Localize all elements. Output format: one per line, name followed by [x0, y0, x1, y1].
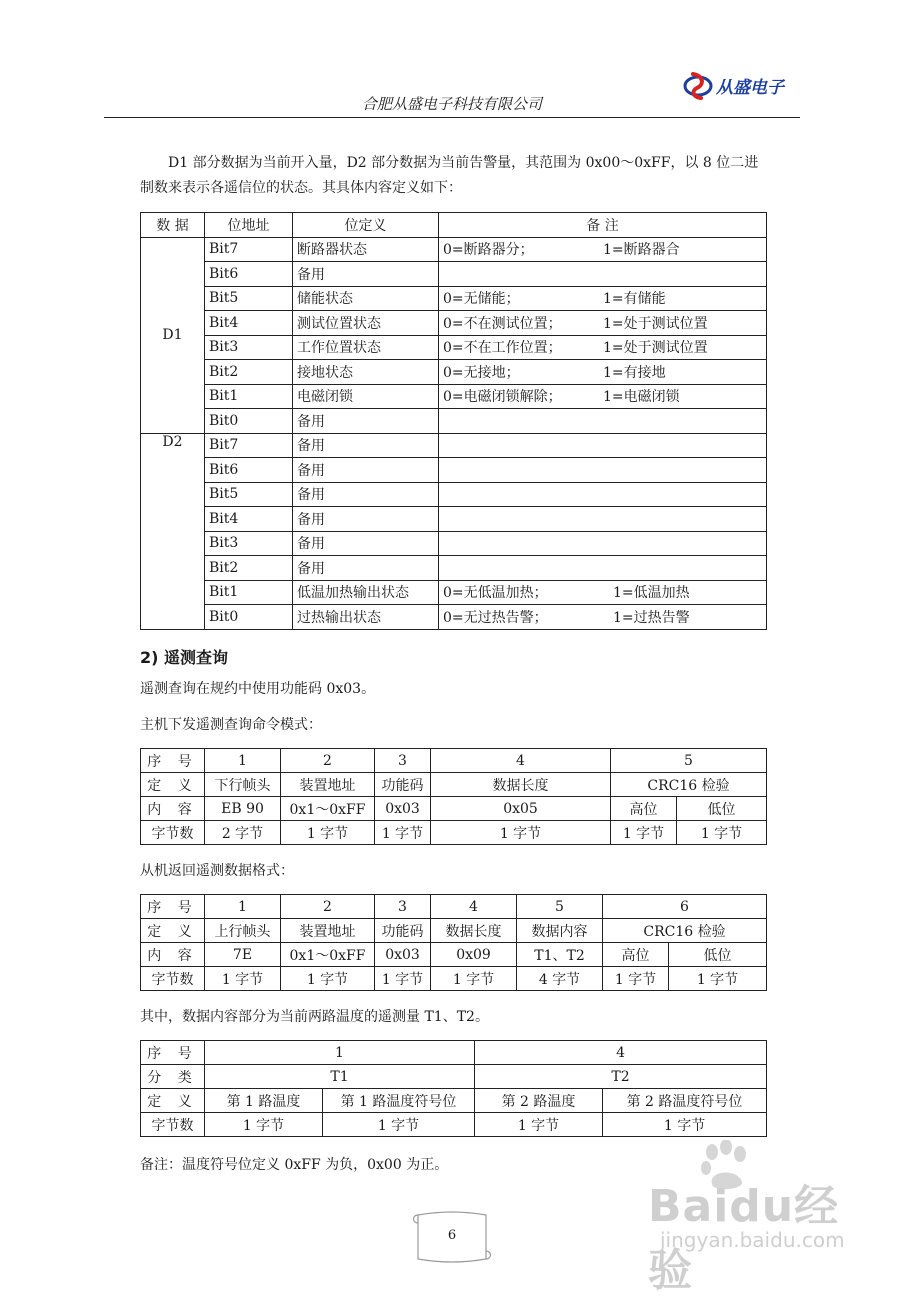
bit-address: Bit2 [205, 360, 293, 385]
note-value-1: 1=电磁闭锁 [603, 389, 680, 406]
bit-definition: 备用 [293, 531, 439, 556]
slave-response-table [140, 894, 767, 991]
bit-definition: 储能状态 [293, 286, 439, 311]
bit-address: Bit7 [205, 237, 293, 262]
table-row [141, 821, 767, 845]
header-cell: 位定义 [293, 213, 439, 238]
table-cell: 0x05 [431, 797, 611, 821]
header-cell: 数 据 [141, 213, 205, 238]
watermark-url: jingyan.baidu.com [660, 1228, 845, 1252]
data-caption: 其中，数据内容部分为当前两路温度的遥测量 T1、T2。 [140, 1009, 489, 1025]
table-cell: 第 1 路温度 [205, 1089, 323, 1113]
table-row [141, 556, 767, 581]
header-divider [104, 117, 800, 118]
table-cell: 4 [431, 895, 517, 919]
bit-note [439, 482, 767, 507]
table-cell: 4 字节 [517, 967, 603, 991]
note-value-1: 1=过热告警 [613, 609, 690, 626]
row-label: 分 类 [141, 1065, 205, 1089]
table-cell: 数据内容 [517, 919, 603, 943]
row-label: 字节数 [141, 1113, 205, 1137]
table-row [141, 482, 767, 507]
bit-note [439, 262, 767, 287]
row-label: 字节数 [141, 821, 205, 845]
note-value-1: 1=断路器合 [603, 242, 680, 259]
table-row [141, 335, 767, 360]
note-value-0: 0=无过热告警； [443, 609, 548, 626]
bit-note [439, 580, 767, 605]
table-cell: 2 [281, 895, 375, 919]
row-label: 序 号 [141, 1041, 205, 1065]
note-value-1: 1=低温加热 [613, 585, 690, 602]
table-cell: 1 字节 [669, 967, 767, 991]
table-cell: 0x1～0xFF [281, 797, 375, 821]
bit-note [439, 531, 767, 556]
table-cell: 1 字节 [205, 967, 281, 991]
row-label: 序 号 [141, 895, 205, 919]
page-number: 6 [447, 1228, 457, 1243]
table-row [141, 580, 767, 605]
bit-definition: 备用 [293, 409, 439, 434]
table-row [141, 605, 767, 630]
table-row [141, 507, 767, 532]
bit-note [439, 433, 767, 458]
table-row [141, 943, 767, 967]
table-cell: T1 [205, 1065, 475, 1089]
data-group-label: D2 [141, 433, 205, 629]
bit-definition: 备用 [293, 556, 439, 581]
temperature-data-table [140, 1040, 767, 1137]
bit-address: Bit3 [205, 335, 293, 360]
table-cell: 0x03 [375, 943, 431, 967]
table-header-row [141, 213, 767, 238]
table-cell: 高位 [611, 797, 677, 821]
data-group-label: D1 [141, 237, 205, 433]
bit-definition: 测试位置状态 [293, 311, 439, 336]
row-label: 定 义 [141, 773, 205, 797]
bit-note [439, 237, 767, 262]
note-value-0: 0=无低温加热； [443, 585, 548, 602]
table-cell: 下行帧头 [205, 773, 281, 797]
header-company-name: 合肥从盛电子科技有限公司 [361, 95, 542, 113]
bit-address: Bit1 [205, 384, 293, 409]
bit-definition: 备用 [293, 507, 439, 532]
bit-definition: 接地状态 [293, 360, 439, 385]
note-value-0: 0=不在测试位置； [443, 315, 562, 332]
page-number-scroll [410, 1207, 494, 1267]
bit-address: Bit4 [205, 507, 293, 532]
table-cell: 3 [375, 895, 431, 919]
bit-note [439, 360, 767, 385]
table-cell: 第 2 路温度 [475, 1089, 603, 1113]
bits-definition-table [140, 212, 767, 630]
table-cell: 1 [205, 895, 281, 919]
table-row [141, 384, 767, 409]
table-cell: 功能码 [375, 919, 431, 943]
table-row [141, 433, 767, 458]
bit-address: Bit2 [205, 556, 293, 581]
table-cell: 0x03 [375, 797, 431, 821]
bit-address: Bit7 [205, 433, 293, 458]
bit-note [439, 286, 767, 311]
bit-definition: 电磁闭锁 [293, 384, 439, 409]
section-title: 2) 遥测查询 [140, 648, 229, 667]
bit-note [439, 409, 767, 434]
bit-address: Bit1 [205, 580, 293, 605]
table-cell: 4 [475, 1041, 767, 1065]
bit-definition: 备用 [293, 262, 439, 287]
table-cell: 5 [611, 749, 767, 773]
bit-note [439, 384, 767, 409]
bit-definition: 备用 [293, 458, 439, 483]
bit-address: Bit5 [205, 286, 293, 311]
table-row [141, 797, 767, 821]
row-label: 序 号 [141, 749, 205, 773]
table-cell: 1 字节 [475, 1113, 603, 1137]
table-row [141, 1041, 767, 1065]
bit-address: Bit0 [205, 605, 293, 630]
intro-line-2: 制数来表示各遥信位的状态。其具体内容定义如下： [140, 180, 462, 196]
note-value-0: 0=无储能； [443, 291, 520, 308]
table-cell: 1 字节 [323, 1113, 475, 1137]
bit-address: Bit6 [205, 458, 293, 483]
table-cell: 2 字节 [205, 821, 281, 845]
row-label: 内 容 [141, 943, 205, 967]
note-value-1: 1=处于测试位置 [603, 315, 708, 332]
table-row [141, 749, 767, 773]
bit-definition: 工作位置状态 [293, 335, 439, 360]
table-cell: 低位 [669, 943, 767, 967]
bit-address: Bit4 [205, 311, 293, 336]
bit-address: Bit6 [205, 262, 293, 287]
bit-definition: 过热输出状态 [293, 605, 439, 630]
table-cell: T1、T2 [517, 943, 603, 967]
baidu-watermark [640, 1140, 870, 1296]
bit-definition: 低温加热输出状态 [293, 580, 439, 605]
bit-note [439, 335, 767, 360]
row-label: 字节数 [141, 967, 205, 991]
table-cell: 数据长度 [431, 919, 517, 943]
table-cell: T2 [475, 1065, 767, 1089]
note-value-1: 1=处于测试位置 [603, 340, 708, 357]
header-cell: 备 注 [439, 213, 767, 238]
table-row [141, 262, 767, 287]
bit-note [439, 311, 767, 336]
row-label: 定 义 [141, 1089, 205, 1113]
slave-caption: 从机返回遥测数据格式： [140, 863, 294, 879]
table-row [141, 237, 767, 262]
bit-address: Bit5 [205, 482, 293, 507]
table-cell: 3 [375, 749, 431, 773]
table-row [141, 458, 767, 483]
table-cell: EB 90 [205, 797, 281, 821]
table-row [141, 967, 767, 991]
table-cell: 4 [431, 749, 611, 773]
table-cell: 1 字节 [677, 821, 767, 845]
table-row [141, 409, 767, 434]
table-cell: 1 字节 [611, 821, 677, 845]
table-row [141, 1113, 767, 1137]
table-cell: 上行帧头 [205, 919, 281, 943]
master-caption: 主机下发遥测查询命令模式： [140, 717, 322, 733]
table-cell: CRC16 检验 [611, 773, 767, 797]
row-label: 内 容 [141, 797, 205, 821]
table-row [141, 311, 767, 336]
logo-text: 从盛电子 [716, 78, 784, 98]
bit-note [439, 458, 767, 483]
bit-address: Bit0 [205, 409, 293, 434]
bit-definition: 备用 [293, 482, 439, 507]
table-cell: 1 字节 [205, 1113, 323, 1137]
table-row [141, 773, 767, 797]
bit-address: Bit3 [205, 531, 293, 556]
table-cell: 高位 [603, 943, 669, 967]
table-cell: 第 2 路温度符号位 [603, 1089, 767, 1113]
bit-note [439, 605, 767, 630]
table-cell: 7E [205, 943, 281, 967]
table-cell: 0x1～0xFF [281, 943, 375, 967]
table-cell: 1 字节 [431, 967, 517, 991]
table-row [141, 531, 767, 556]
table-cell: 6 [603, 895, 767, 919]
note-value-0: 0=电磁闭锁解除； [443, 389, 562, 406]
table-cell: CRC16 检验 [603, 919, 767, 943]
table-cell: 1 字节 [375, 967, 431, 991]
bit-note [439, 556, 767, 581]
table-cell: 1 字节 [431, 821, 611, 845]
watermark-brand: Baidu经验 [648, 1181, 840, 1296]
table-cell: 1 [205, 1041, 475, 1065]
bit-definition: 断路器状态 [293, 237, 439, 262]
table-cell: 5 [517, 895, 603, 919]
bit-definition: 备用 [293, 433, 439, 458]
table-row [141, 360, 767, 385]
table-row [141, 286, 767, 311]
table-cell: 1 字节 [281, 821, 375, 845]
table-cell: 1 字节 [603, 1113, 767, 1137]
note-value-1: 1=有储能 [603, 291, 666, 308]
table-cell: 第 1 路温度符号位 [323, 1089, 475, 1113]
table-cell: 1 字节 [375, 821, 431, 845]
master-command-table [140, 748, 767, 845]
table-cell: 1 字节 [281, 967, 375, 991]
table-cell: 1 [205, 749, 281, 773]
intro-line-1: D1 部分数据为当前开入量，D2 部分数据为当前告警量，其范围为 0x00～0xFF，以 8 位二进 [168, 155, 759, 171]
section-desc: 遥测查询在规约中使用功能码 0x03。 [140, 681, 376, 697]
table-row [141, 895, 767, 919]
table-cell: 装置地址 [281, 919, 375, 943]
row-label: 定 义 [141, 919, 205, 943]
table-cell: 功能码 [375, 773, 431, 797]
footnote: 备注：温度符号位定义 0xFF 为负，0x00 为正。 [140, 1157, 449, 1173]
table-cell: 数据长度 [431, 773, 611, 797]
table-cell: 0x09 [431, 943, 517, 967]
header-cell: 位地址 [205, 213, 293, 238]
table-cell: 1 字节 [603, 967, 669, 991]
note-value-0: 0=断路器分； [443, 242, 534, 259]
table-cell: 低位 [677, 797, 767, 821]
table-cell: 2 [281, 749, 375, 773]
bit-note [439, 507, 767, 532]
note-value-0: 0=不在工作位置； [443, 340, 562, 357]
table-row [141, 1089, 767, 1113]
table-row [141, 919, 767, 943]
table-row [141, 1065, 767, 1089]
note-value-0: 0=无接地； [443, 364, 520, 381]
note-value-1: 1=有接地 [603, 364, 666, 381]
table-cell: 装置地址 [281, 773, 375, 797]
